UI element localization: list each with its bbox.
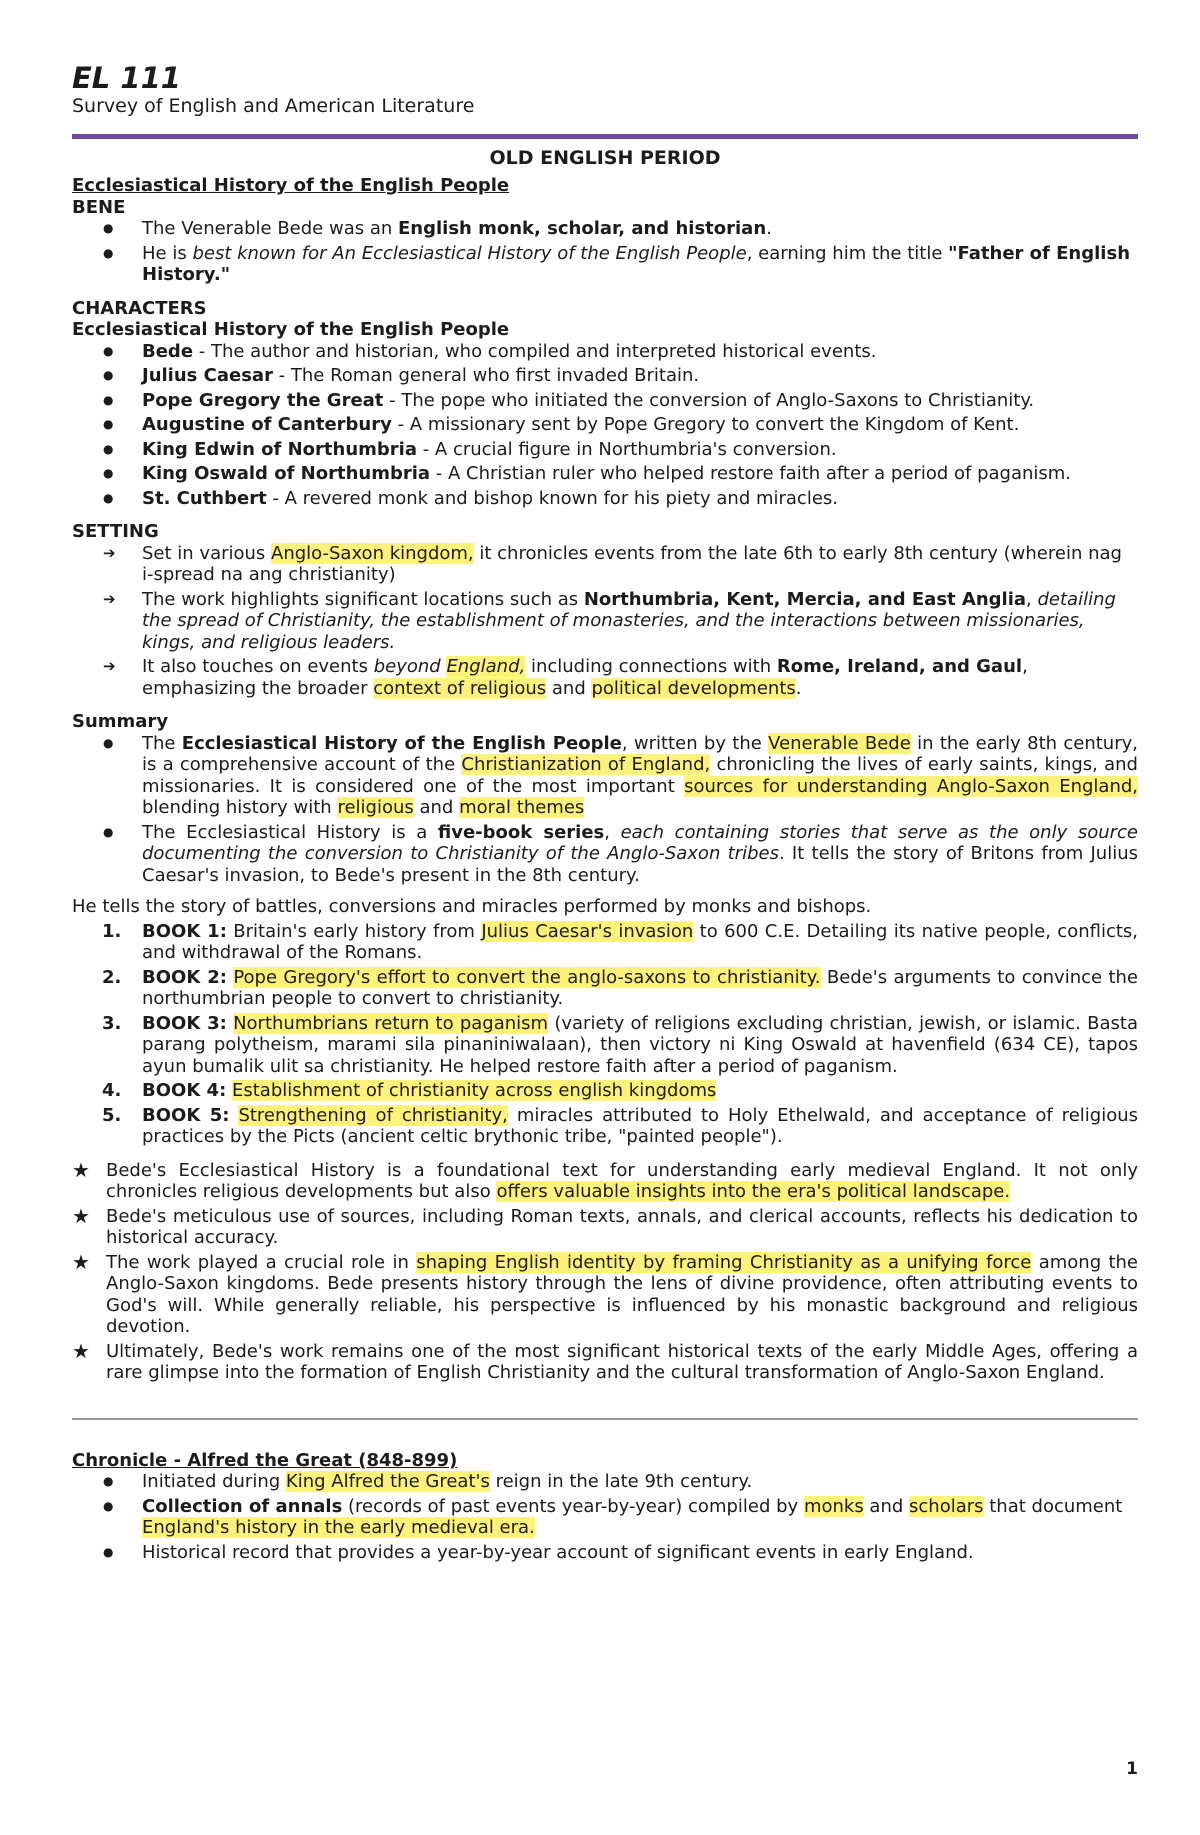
setting-item: ➔ It also touches on events beyond England, including connections with Rome, Ireland, and Gaul, emphasizing the broader context of religious and political developments. [72, 656, 1138, 699]
summary-item: ● The Ecclesiastical History of the English People, written by the Venerable Bede in the early 8th century, is a comprehensive account of the Christianization of England, chronicling the lives of early saints, kings, and missionaries. It is considered one of the most important sources for understanding Anglo-Saxon England, blending history with religious and moral themes [72, 733, 1138, 819]
page-number: 1 [1126, 1759, 1138, 1779]
chronicle-item: ● Initiated during King Alfred the Great's reign in the late 9th century. [72, 1471, 1138, 1493]
book-item: 1. BOOK 1: Britain's early history from Julius Caesar's invasion to 600 C.E. Detailing its native people, conflicts, and withdrawal of the Romans. [102, 920, 1139, 963]
books-intro: He tells the story of battles, conversions and miracles performed by monks and bishops. [72, 896, 872, 917]
books-list [72, 921, 1138, 1148]
bene-list [72, 218, 1138, 286]
document-content [72, 62, 1138, 1566]
characters-subheading: Ecclesiastical History of the English People [72, 319, 510, 340]
book-item: 5. BOOK 5: Strengthening of christianity, miracles attributed to Holy Ethelwald, and acceptance of religious practices by the Picts (ancient celtic brythonic tribe, "painted people"). [102, 1104, 1138, 1147]
character-item: ● Pope Gregory the Great - The pope who initiated the conversion of Anglo-Saxons to Christianity. [72, 390, 1138, 412]
book-item: 4. BOOK 4: Establishment of christianity across english kingdoms [102, 1080, 717, 1101]
chronicle-title: Chronicle - Alfred the Great (848-899) [72, 1449, 458, 1471]
chronicle-item: ● Collection of annals (records of past events year-by-year) compiled by monks and scholars that document England's history in the early medieval era. [72, 1496, 1138, 1539]
note-item: ★ Bede's Ecclesiastical History is a foundational text for understanding early medieval England. It not only chronicles religious developments but also offers valuable insights into the era's political landscape. [72, 1160, 1138, 1203]
notes-list [72, 1160, 1138, 1384]
list-item: ● The Venerable Bede was an English monk, scholar, and historian. [72, 218, 1138, 240]
setting-item: ➔ The work highlights significant locations such as Northumbria, Kent, Mercia, and East Anglia, detailing the spread of Christianity, the establishment of monasteries, and the interactions between missionaries, kings, and religious leaders. [72, 589, 1138, 654]
summary-list [72, 733, 1138, 887]
summary-item: ● The Ecclesiastical History is a five-book series, each containing stories that serve as the only source documenting the conversion to Christianity of the Anglo-Saxon tribes. It tells the story of Britons from Julius Caesar's invasion, to Bede's present in the 8th century. [72, 822, 1138, 887]
setting-heading: SETTING [72, 521, 159, 542]
character-item: ● Bede - The author and historian, who compiled and interpreted historical events. [72, 341, 1138, 363]
book-item: 3. BOOK 3: Northumbrians return to paganism (variety of religions excluding christian, jewish, or islamic. Basta parang polytheism, marami sila pinaniniwalaan), then victory ni King Oswald at havenfield (634 CE), tapos ayun bumalik ulit sa christianity. He helped restore faith after a period of paganism. [102, 1012, 1138, 1077]
ecclesiastical-history-title: Ecclesiastical History of the English People [72, 175, 510, 196]
note-item: ★ Ultimately, Bede's work remains one of the most significant historical texts of the early Middle Ages, offering a rare glimpse into the formation of English Christianity and the cultural transformation of Anglo-Saxon England. [72, 1341, 1138, 1384]
period-title: OLD ENGLISH PERIOD [489, 147, 721, 169]
list-item: ● He is best known for An Ecclesiastical History of the English People, earning him the title "Father of English History." [72, 243, 1138, 286]
summary-heading: Summary [72, 711, 169, 732]
book-item: 2. BOOK 2: Pope Gregory's effort to convert the anglo-saxons to christianity. Bede's arguments to convince the northumbrian people to convert to christianity. [102, 966, 1138, 1009]
chronicle-item: ● Historical record that provides a year-by-year account of significant events in early England. [72, 1542, 1138, 1564]
setting-list [72, 543, 1138, 700]
note-item: ★ Bede's meticulous use of sources, including Roman texts, annals, and clerical accounts, reflects his dedication to historical accuracy. [72, 1206, 1138, 1249]
character-item: ● Julius Caesar - The Roman general who first invaded Britain. [72, 365, 1138, 387]
header-divider [72, 134, 1138, 139]
course-title: Survey of English and American Literature [72, 95, 475, 117]
character-item: ● St. Cuthbert - A revered monk and bishop known for his piety and miracles. [72, 488, 1138, 510]
chronicle-list [72, 1471, 1138, 1563]
note-item: ★ The work played a crucial role in shaping English identity by framing Christianity as a unifying force among the Anglo-Saxon kingdoms. Bede presents history through the lens of divine providence, often attributing events to God's will. While generally reliable, his perspective is influenced by his monastic background and religious devotion. [72, 1252, 1138, 1338]
bene-heading: BENE [72, 196, 126, 218]
character-item: ● King Edwin of Northumbria - A crucial figure in Northumbria's conversion. [72, 439, 1138, 461]
character-item: ● Augustine of Canterbury - A missionary sent by Pope Gregory to convert the Kingdom of Kent. [72, 414, 1138, 436]
section-divider [72, 1418, 1138, 1420]
course-code: EL 111 [72, 61, 181, 95]
setting-item: ➔ Set in various Anglo-Saxon kingdom, it chronicles events from the late 6th to early 8th century (wherein nag i-spread na ang christianity) [72, 543, 1138, 586]
character-item: ● King Oswald of Northumbria - A Christian ruler who helped restore faith after a period of paganism. [72, 463, 1138, 485]
characters-list [72, 341, 1138, 510]
characters-heading: CHARACTERS [72, 297, 207, 319]
